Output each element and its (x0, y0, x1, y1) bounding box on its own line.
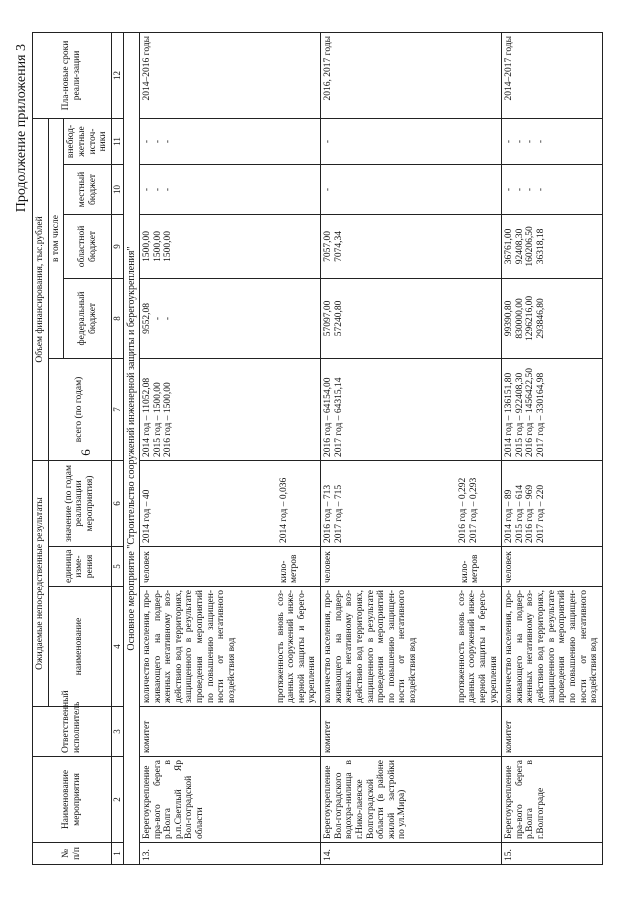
header-finance-group: Объем финансирования, тыс.рублей (33, 118, 49, 460)
header-total: всего (по годам) (48, 358, 111, 460)
measure-name: Берегоукрепление пра-вого берега р.Волга в г.Волгограде (502, 757, 603, 843)
col-number: 5 (111, 547, 123, 587)
federal-value: 293846,80 (536, 298, 547, 339)
nonbudget-value: - (141, 139, 152, 144)
nonbudget-value: - (163, 139, 174, 144)
total-value: 2014 год – 136151,80 (504, 372, 515, 457)
federal-cell (139, 278, 320, 358)
federal-value: 57240,80 (333, 300, 344, 337)
result-unit: кило-метров (459, 554, 481, 583)
federal-cell (502, 278, 603, 358)
result-unit: человек (323, 551, 334, 583)
col-number: 6 (111, 460, 123, 546)
result-unit: человек (504, 551, 515, 583)
nonbudget-cell (139, 118, 320, 164)
nonbudget-value: - (504, 139, 515, 144)
header-incl: в том числе (48, 118, 64, 358)
row-num: 13. (139, 843, 320, 865)
total-value: 2015 год – 922408,30 (514, 372, 525, 457)
col-number: 12 (111, 32, 123, 118)
local-value: - (536, 187, 547, 192)
nonbudget-value: - (323, 139, 334, 144)
terms: 2014–2016 годы (139, 32, 320, 118)
header-terms: Пла-новые сроки реали-зации (33, 32, 112, 118)
header-res-value: значение (по годам реализации мероприятия) (48, 460, 111, 546)
total-value: 2016 год – 1500,00 (163, 382, 174, 457)
result-value: 2014 год – 0,036 (278, 477, 289, 543)
measure-name: Берегоукрепление Вол-гоградского водохра-нилища в г.Нико-лаевске Волгоградской области (в районе жилой застройки по ул.Мира) (321, 757, 502, 843)
local-value: - (163, 187, 174, 192)
unit-cell (321, 547, 502, 587)
col-number: 9 (111, 214, 123, 278)
regional-value: 1500,00 (141, 231, 152, 262)
executor: комитет (502, 707, 603, 757)
total-cell (139, 358, 320, 460)
header-executor: Ответственный исполнитель (33, 707, 112, 757)
result-name: количество населения, про-живающего на подвер-женных негативному воз-действию вод территориях, защищенного в результате проведения мероприятий по повышению защищен-ности от негативного воздействия вод (323, 590, 419, 703)
col-number: 10 (111, 164, 123, 214)
nonbudget-value: - (152, 139, 163, 144)
nonbudget-value: - (525, 139, 536, 144)
nonbudget-value: - (536, 139, 547, 144)
result-value: 2017 год – 0,293 (468, 477, 479, 543)
federal-value: 9552,08 (141, 303, 152, 334)
local-value: - (514, 187, 525, 192)
result-value: 2014 год – 89 (504, 489, 515, 543)
local-value: - (141, 187, 152, 192)
section-title: Основное мероприятие "Строительство сооружений инженерной защиты и берегоукрепления" (123, 32, 139, 864)
continuation-label: Продолжение приложения 3 (14, 44, 29, 213)
terms: 2016, 2017 годы (321, 32, 502, 118)
header-results-group: Ожидаемые непосредственные результаты (33, 460, 49, 706)
col-number: 1 (111, 843, 123, 865)
executor: комитет (139, 707, 320, 757)
col-number: 4 (111, 587, 123, 707)
header-local: местный бюджет (64, 164, 112, 214)
regional-value: 7074,34 (333, 231, 344, 262)
nonbudget-value: - (514, 139, 525, 144)
regional-value: 36761,00 (504, 228, 515, 265)
regional-cell (139, 214, 320, 278)
regional-value: 36318,18 (536, 228, 547, 265)
total-value: 2016 год – 1456422,50 (525, 368, 536, 457)
result-name: количество населения, про-живающего на подвер-женных негативному воз-действию вод территориях, защищенного в результате проведения мероприятий по повышению защищен-ности от негативного воздействия вод (141, 590, 237, 703)
result-name: протяженность вновь соз-данных сооружений инже-нерной защиты и берего-укрепления (275, 590, 318, 703)
federal-value: 99390,80 (504, 300, 515, 337)
result-value: 2016 год – 0,292 (458, 477, 469, 543)
row-num: 14. (321, 843, 502, 865)
federal-value: 1296216,00 (525, 295, 536, 342)
total-value: 2016 год – 64154,00 (323, 377, 334, 457)
page-number: 6 (78, 449, 93, 456)
result-value: 2017 год – 220 (536, 484, 547, 543)
nonbudget-cell (502, 118, 603, 164)
value-cell (321, 460, 502, 546)
result-name: протяженность вновь соз-данных сооружений инже-нерной защиты и берего-укрепления (456, 590, 499, 703)
result-unit: кило-метров (278, 554, 300, 583)
total-cell (321, 358, 502, 460)
regional-value: 1500,00 (163, 231, 174, 262)
value-cell (139, 460, 320, 546)
federal-value: 830000,00 (514, 298, 525, 339)
value-cell (502, 460, 603, 546)
local-value: - (152, 187, 163, 192)
total-value: 2017 год – 330164,98 (536, 372, 547, 457)
col-number: 2 (111, 757, 123, 843)
result-value: 2015 год – 614 (514, 484, 525, 543)
local-cell (321, 164, 502, 214)
header-federal: федеральный бюджет (64, 278, 112, 358)
result-unit: человек (141, 551, 152, 583)
measure-name: Берегоукрепление пра-вого берега р.Волга в р.п.Светлый Яр Вол-гоградской области (139, 757, 320, 843)
federal-value: - (152, 316, 163, 321)
table-row (502, 32, 603, 864)
total-cell (502, 358, 603, 460)
local-value: - (323, 187, 334, 192)
federal-value: 57097,00 (323, 300, 334, 337)
header-res-unit: единица изме-рения (48, 547, 111, 587)
unit-cell (139, 547, 320, 587)
regional-value: 92408,30 (514, 228, 525, 265)
result-value: 2017 год – 715 (333, 484, 344, 543)
executor: комитет (321, 707, 502, 757)
row-num: 15. (502, 843, 603, 865)
header-name: Наименование мероприятия (33, 757, 112, 843)
regional-cell (321, 214, 502, 278)
terms: 2014–2017 годы (502, 32, 603, 118)
total-value: 2014 год – 11052,08 (141, 377, 152, 457)
col-number: 7 (111, 358, 123, 460)
federal-value: - (163, 316, 174, 321)
regional-cell (502, 214, 603, 278)
local-value: - (504, 187, 515, 192)
local-value: - (525, 187, 536, 192)
local-cell (502, 164, 603, 214)
regional-value: 1500,00 (152, 231, 163, 262)
table-row (321, 32, 502, 864)
col-number: 8 (111, 278, 123, 358)
header-regional: областной бюджет (64, 214, 112, 278)
regional-value: 160206,50 (525, 226, 536, 267)
measures-table (32, 32, 603, 865)
local-cell (139, 164, 320, 214)
result-value: 2016 год – 713 (323, 484, 334, 543)
header-num: № п/п (33, 843, 112, 865)
result-value: 2016 год – 969 (525, 484, 536, 543)
header-nonbudget: внебюд-жетные источ-ники (64, 118, 112, 164)
total-value: 2015 год – 1500,00 (152, 382, 163, 457)
federal-cell (321, 278, 502, 358)
nonbudget-cell (321, 118, 502, 164)
result-name: количество населения, про-живающего на подвер-женных негативному воз-действию вод территориях, защищенного в результате проведения мероприятий по повышению защищен-ности от негативного воздействия вод (504, 590, 600, 703)
unit-cell (502, 547, 603, 587)
regional-value: 7057,00 (323, 231, 334, 262)
result-cell (321, 587, 502, 707)
result-cell (139, 587, 320, 707)
col-number: 3 (111, 707, 123, 757)
result-value: 2014 год – 40 (141, 489, 152, 543)
total-value: 2017 год – 64315,14 (333, 377, 344, 457)
result-cell (502, 587, 603, 707)
header-res-name: наименование (48, 587, 111, 707)
table-row (139, 32, 320, 864)
col-number: 11 (111, 118, 123, 164)
